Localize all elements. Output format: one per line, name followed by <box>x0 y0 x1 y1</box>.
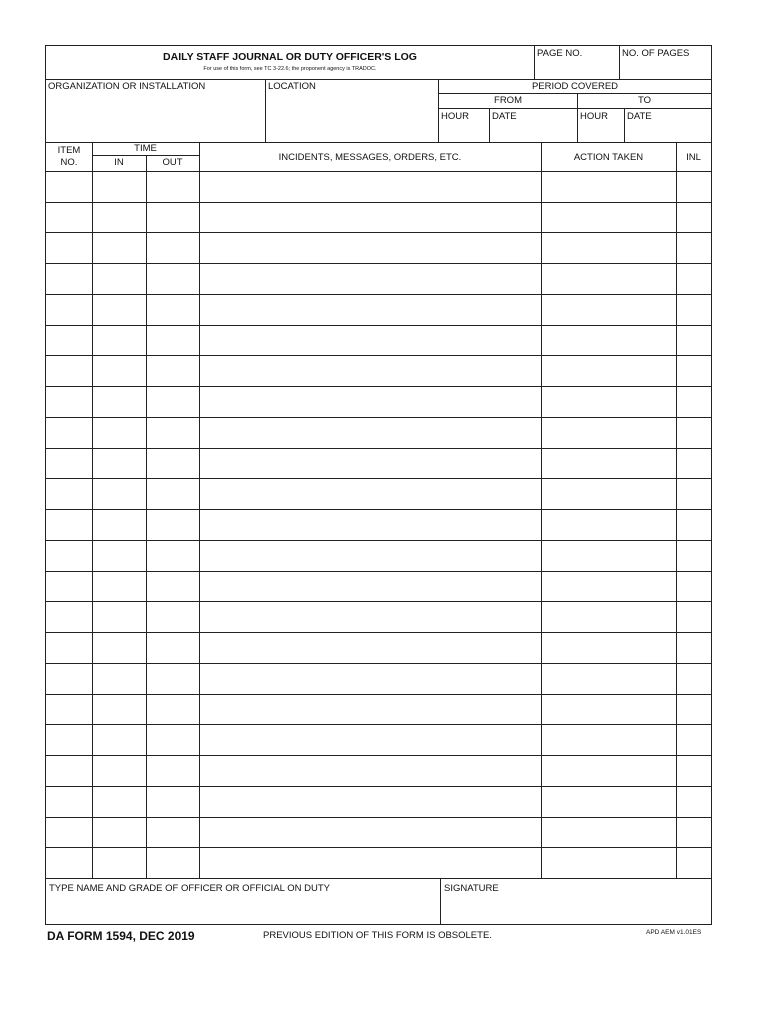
incident-cell[interactable] <box>200 509 540 540</box>
action-taken-cell[interactable] <box>542 355 675 386</box>
action-taken-cell[interactable] <box>542 571 675 602</box>
table-row <box>46 540 711 571</box>
time-in-cell[interactable] <box>93 325 145 356</box>
inl-cell[interactable] <box>677 509 710 540</box>
table-row <box>46 478 711 509</box>
table-row <box>46 694 711 725</box>
action-taken-cell[interactable] <box>542 386 675 417</box>
time-in-cell[interactable] <box>93 478 145 509</box>
inl-cell[interactable] <box>677 417 710 448</box>
table-row <box>46 355 711 386</box>
time-in-cell[interactable] <box>93 448 145 479</box>
inl-cell[interactable] <box>677 325 710 356</box>
time-out-cell[interactable] <box>147 724 198 755</box>
item-no-cell[interactable] <box>47 232 91 263</box>
incident-cell[interactable] <box>200 847 540 878</box>
no-of-pages-label: NO. OF PAGES <box>622 48 690 59</box>
item-no-cell[interactable] <box>47 632 91 663</box>
item-no-cell[interactable] <box>47 355 91 386</box>
form-title: DAILY STAFF JOURNAL OR DUTY OFFICER'S LOG <box>163 51 417 63</box>
table-row <box>46 417 711 448</box>
time-out-cell[interactable] <box>147 632 198 663</box>
time-out-cell[interactable] <box>147 478 198 509</box>
table-row <box>46 755 711 786</box>
time-in-cell[interactable] <box>93 632 145 663</box>
time-in-cell[interactable] <box>93 263 145 294</box>
signature-label: SIGNATURE <box>444 883 499 894</box>
time-out-cell[interactable] <box>147 601 198 632</box>
from-hour-field[interactable] <box>439 123 488 141</box>
inl-cell[interactable] <box>677 294 710 325</box>
time-out-cell[interactable] <box>147 263 198 294</box>
inl-label: INL <box>686 152 701 163</box>
inl-cell[interactable] <box>677 478 710 509</box>
time-in-cell[interactable] <box>93 786 145 817</box>
item-no-cell[interactable] <box>47 571 91 602</box>
table-row <box>46 448 711 479</box>
item-no-cell[interactable] <box>47 663 91 694</box>
form-number: DA FORM 1594, DEC 2019 <box>47 929 195 943</box>
action-taken-cell[interactable] <box>542 171 675 202</box>
inl-cell[interactable] <box>677 724 710 755</box>
action-taken-cell[interactable] <box>542 448 675 479</box>
table-row <box>46 294 711 325</box>
action-taken-cell[interactable] <box>542 632 675 663</box>
table-row <box>46 171 711 202</box>
time-out-cell[interactable] <box>147 847 198 878</box>
item-no-cell[interactable] <box>47 755 91 786</box>
location-field[interactable] <box>266 93 437 141</box>
from-date-field[interactable] <box>490 123 576 141</box>
to-hour-label: HOUR <box>580 111 608 122</box>
time-in-cell[interactable] <box>93 417 145 448</box>
action-taken-cell[interactable] <box>542 294 675 325</box>
inl-cell[interactable] <box>677 232 710 263</box>
table-row <box>46 817 711 848</box>
time-out-cell[interactable] <box>147 817 198 848</box>
incident-cell[interactable] <box>200 294 540 325</box>
time-in-cell[interactable] <box>93 571 145 602</box>
inl-cell[interactable] <box>677 171 710 202</box>
incident-cell[interactable] <box>200 817 540 848</box>
signature-field[interactable] <box>442 896 710 922</box>
item-no-cell[interactable] <box>47 601 91 632</box>
incident-cell[interactable] <box>200 786 540 817</box>
time-in-cell[interactable] <box>93 817 145 848</box>
action-taken-cell[interactable] <box>542 263 675 294</box>
out-label: OUT <box>162 157 183 168</box>
action-taken-cell[interactable] <box>542 817 675 848</box>
time-out-cell[interactable] <box>147 509 198 540</box>
incident-cell[interactable] <box>200 663 540 694</box>
action-taken-cell[interactable] <box>542 540 675 571</box>
item-no-cell[interactable] <box>47 294 91 325</box>
incident-cell[interactable] <box>200 540 540 571</box>
duty-log-form <box>45 45 712 925</box>
previous-edition-note: PREVIOUS EDITION OF THIS FORM IS OBSOLETE. <box>263 930 492 941</box>
officer-label: TYPE NAME AND GRADE OF OFFICER OR OFFICIAL ON DUTY <box>49 883 330 894</box>
incident-cell[interactable] <box>200 448 540 479</box>
time-in-cell[interactable] <box>93 202 145 233</box>
action-taken-cell[interactable] <box>542 202 675 233</box>
inl-cell[interactable] <box>677 386 710 417</box>
action-taken-cell[interactable] <box>542 509 675 540</box>
time-in-cell[interactable] <box>93 355 145 386</box>
time-label: TIME <box>134 143 157 154</box>
action-taken-cell[interactable] <box>542 478 675 509</box>
time-in-cell[interactable] <box>93 601 145 632</box>
from-date-label: DATE <box>492 111 517 122</box>
incident-cell[interactable] <box>200 417 540 448</box>
action-taken-cell[interactable] <box>542 232 675 263</box>
action-taken-cell[interactable] <box>542 786 675 817</box>
inl-cell[interactable] <box>677 263 710 294</box>
form-version: APD AEM v1.01ES <box>646 929 702 936</box>
incident-cell[interactable] <box>200 386 540 417</box>
time-out-cell[interactable] <box>147 325 198 356</box>
incident-cell[interactable] <box>200 724 540 755</box>
action-taken-cell[interactable] <box>542 417 675 448</box>
time-out-cell[interactable] <box>147 663 198 694</box>
no-label: NO. <box>60 157 78 168</box>
to-date-field[interactable] <box>625 123 710 141</box>
action-taken-cell[interactable] <box>542 601 675 632</box>
item-no-cell[interactable] <box>47 417 91 448</box>
inl-cell[interactable] <box>677 601 710 632</box>
table-row <box>46 724 711 755</box>
table-row <box>46 386 711 417</box>
time-in-cell[interactable] <box>93 294 145 325</box>
table-row <box>46 663 711 694</box>
action-taken-cell[interactable] <box>542 755 675 786</box>
table-row <box>46 232 711 263</box>
table-row <box>46 786 711 817</box>
inl-cell[interactable] <box>677 571 710 602</box>
from-hour-label: HOUR <box>441 111 469 122</box>
incident-cell[interactable] <box>200 325 540 356</box>
page-no-field[interactable] <box>535 60 618 78</box>
location-label: LOCATION <box>268 81 316 92</box>
item-no-cell[interactable] <box>47 694 91 725</box>
time-out-cell[interactable] <box>147 694 198 725</box>
action-taken-cell[interactable] <box>542 724 675 755</box>
no-of-pages-field[interactable] <box>620 60 710 78</box>
period-covered-label: PERIOD COVERED <box>531 81 619 92</box>
time-out-cell[interactable] <box>147 448 198 479</box>
incident-cell[interactable] <box>200 694 540 725</box>
table-row <box>46 325 711 356</box>
item-no-cell[interactable] <box>47 509 91 540</box>
table-row <box>46 632 711 663</box>
time-out-cell[interactable] <box>147 386 198 417</box>
table-row <box>46 263 711 294</box>
time-out-cell[interactable] <box>147 355 198 386</box>
table-row <box>46 202 711 233</box>
page-no-label: PAGE NO. <box>537 48 583 59</box>
inl-cell[interactable] <box>677 632 710 663</box>
item-no-cell[interactable] <box>47 540 91 571</box>
incident-cell[interactable] <box>200 601 540 632</box>
inl-cell[interactable] <box>677 817 710 848</box>
action-taken-cell[interactable] <box>542 325 675 356</box>
item-no-cell[interactable] <box>47 786 91 817</box>
table-row <box>46 571 711 602</box>
time-in-cell[interactable] <box>93 724 145 755</box>
to-label: TO <box>637 95 652 106</box>
inl-cell[interactable] <box>677 847 710 878</box>
item-label: ITEM <box>57 145 81 156</box>
time-in-cell[interactable] <box>93 755 145 786</box>
time-in-cell[interactable] <box>93 171 145 202</box>
time-out-cell[interactable] <box>147 171 198 202</box>
time-out-cell[interactable] <box>147 755 198 786</box>
inl-cell[interactable] <box>677 755 710 786</box>
item-no-cell[interactable] <box>47 171 91 202</box>
time-out-cell[interactable] <box>147 232 198 263</box>
time-in-cell[interactable] <box>93 694 145 725</box>
time-out-cell[interactable] <box>147 202 198 233</box>
organization-label: ORGANIZATION OR INSTALLATION <box>48 81 206 92</box>
item-no-cell[interactable] <box>47 263 91 294</box>
inl-cell[interactable] <box>677 540 710 571</box>
incident-cell[interactable] <box>200 355 540 386</box>
table-row <box>46 601 711 632</box>
inl-cell[interactable] <box>677 786 710 817</box>
action-taken-cell[interactable] <box>542 847 675 878</box>
inl-cell[interactable] <box>677 355 710 386</box>
time-out-cell[interactable] <box>147 294 198 325</box>
incident-cell[interactable] <box>200 632 540 663</box>
time-in-cell[interactable] <box>93 509 145 540</box>
time-in-cell[interactable] <box>93 540 145 571</box>
organization-field[interactable] <box>47 93 264 141</box>
incident-cell[interactable] <box>200 478 540 509</box>
time-out-cell[interactable] <box>147 540 198 571</box>
time-in-cell[interactable] <box>93 386 145 417</box>
incident-cell[interactable] <box>200 571 540 602</box>
item-no-cell[interactable] <box>47 847 91 878</box>
to-hour-field[interactable] <box>578 123 623 141</box>
time-in-cell[interactable] <box>93 232 145 263</box>
action-taken-label: ACTION TAKEN <box>573 152 644 163</box>
item-no-cell[interactable] <box>47 325 91 356</box>
officer-name-field[interactable] <box>48 896 438 922</box>
form-subtitle: For use of this form, see TC 3-22.6; the proponent agency is TRADOC. <box>203 66 377 72</box>
item-no-cell[interactable] <box>47 202 91 233</box>
incident-cell[interactable] <box>200 171 540 202</box>
time-in-cell[interactable] <box>93 663 145 694</box>
table-row <box>46 847 711 878</box>
item-no-cell[interactable] <box>47 448 91 479</box>
inl-cell[interactable] <box>677 448 710 479</box>
incident-cell[interactable] <box>200 755 540 786</box>
incident-cell[interactable] <box>200 202 540 233</box>
item-no-cell[interactable] <box>47 724 91 755</box>
action-taken-cell[interactable] <box>542 663 675 694</box>
inl-cell[interactable] <box>677 663 710 694</box>
time-out-cell[interactable] <box>147 786 198 817</box>
inl-cell[interactable] <box>677 694 710 725</box>
incidents-label: INCIDENTS, MESSAGES, ORDERS, ETC. <box>278 152 462 163</box>
action-taken-cell[interactable] <box>542 694 675 725</box>
time-out-cell[interactable] <box>147 571 198 602</box>
from-label: FROM <box>494 95 522 106</box>
item-no-cell[interactable] <box>47 386 91 417</box>
table-row <box>46 509 711 540</box>
time-in-cell[interactable] <box>93 847 145 878</box>
incident-cell[interactable] <box>200 232 540 263</box>
item-no-cell[interactable] <box>47 817 91 848</box>
to-date-label: DATE <box>627 111 652 122</box>
item-no-cell[interactable] <box>47 478 91 509</box>
time-out-cell[interactable] <box>147 417 198 448</box>
incident-cell[interactable] <box>200 263 540 294</box>
in-label: IN <box>114 157 124 168</box>
inl-cell[interactable] <box>677 202 710 233</box>
